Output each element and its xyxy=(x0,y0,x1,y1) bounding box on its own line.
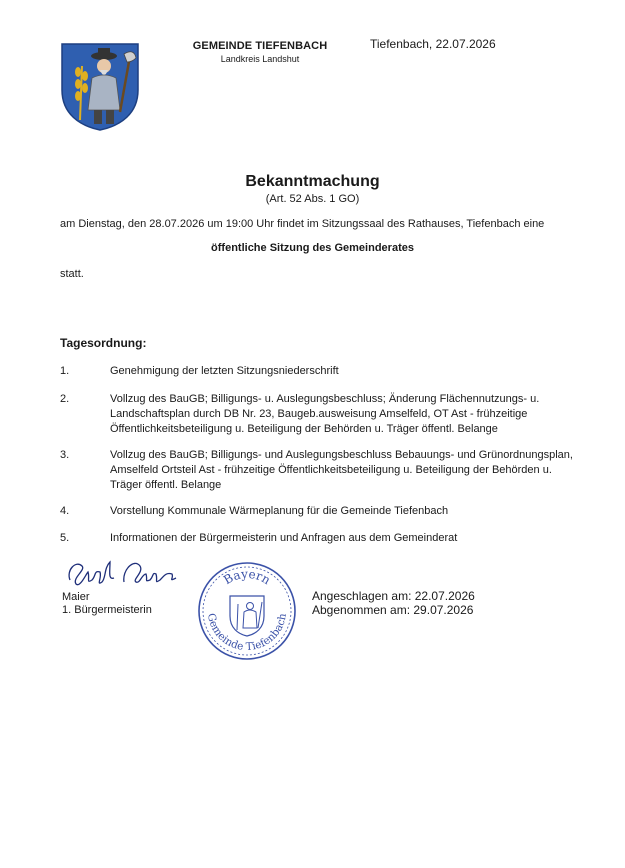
official-seal-icon xyxy=(196,560,298,662)
agenda-item-number: 1. xyxy=(60,365,70,377)
agenda-item-number: 4. xyxy=(60,505,70,517)
agenda-item xyxy=(60,392,580,437)
posting-dates xyxy=(312,589,475,617)
svg-text:Bayern: Bayern xyxy=(221,566,273,588)
agenda-item xyxy=(60,531,580,546)
agenda-item-number: 3. xyxy=(60,449,70,461)
intro-text: am Dienstag, den 28.07.2026 um 19:00 Uhr findet im Sitzungssaal des Rathauses, Tiefenbach eine xyxy=(60,218,545,230)
agenda-item xyxy=(60,504,580,519)
agenda-item xyxy=(60,448,580,493)
legal-basis: (Art. 52 Abs. 1 GO) xyxy=(265,193,360,205)
svg-text:Gemeinde Tiefenbach: Gemeinde Tiefenbach xyxy=(204,612,289,654)
session-title: öffentliche Sitzung des Gemeinderates xyxy=(211,242,414,254)
place-date: Tiefenbach, 22.07.2026 xyxy=(370,37,496,51)
agenda-item-text: Vollzug des BauGB; Billigungs- und Auslegungsbeschluss Bebauungs- und Grünordnungsplan, Amselfeld Ortsteil Ast - frühzeitige Öffentlichkeitsbeteiligung u. Beteiligung der Behörden u. Träger öffentl. Belange xyxy=(110,449,573,491)
signer-title: 1. Bürgermeisterin xyxy=(62,604,152,616)
signer-name: Maier xyxy=(62,591,90,603)
closing-text: statt. xyxy=(60,268,84,280)
agenda-item-text: Genehmigung der letzten Sitzungsniederschrift xyxy=(110,365,339,377)
notice-title: Bekanntmachung xyxy=(245,173,380,190)
removed-date: Abgenommen am: 29.07.2026 xyxy=(312,603,474,617)
agenda-item-text: Vollzug des BauGB; Billigungs- u. Auslegungsbeschluss; Änderung Flächennutzungs- u. Landschaftsplan durch DB Nr. 23, Baugeb.ausweisung Amselfeld, OT Ast - frühzeitige Öffentlichkeitsbeteiligung u. Beteiligung der Behörden u. Träger öffentl. Belange xyxy=(110,393,540,435)
agenda-item-text: Vorstellung Kommunale Wärmeplanung für die Gemeinde Tiefenbach xyxy=(110,505,449,517)
agenda-item-number: 5. xyxy=(60,532,70,544)
agenda-heading: Tagesordnung: xyxy=(60,336,147,350)
agenda-item-text: Informationen der Bürgermeisterin und Anfragen aus dem Gemeinderat xyxy=(110,532,458,544)
agenda-list xyxy=(60,364,580,555)
posted-date: Angeschlagen am: 22.07.2026 xyxy=(312,589,475,603)
district-name: Landkreis Landshut xyxy=(220,54,300,64)
handwritten-signature xyxy=(62,552,182,592)
agenda-item xyxy=(60,364,580,379)
municipality-name: GEMEINDE TIEFENBACH xyxy=(192,40,328,52)
agenda-item-number: 2. xyxy=(60,393,70,405)
coat-of-arms-icon xyxy=(60,42,140,132)
